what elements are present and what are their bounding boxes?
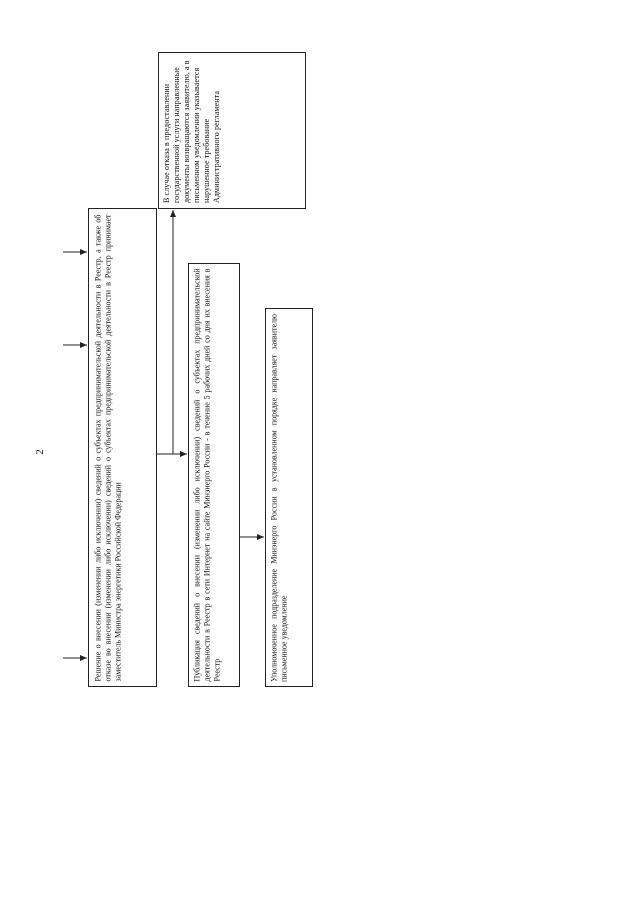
page-number: 2 bbox=[34, 449, 46, 455]
decision-box bbox=[88, 208, 157, 687]
notification-text: Уполномоченное подразделение Минэнерго России в установленном порядке направляет заявителю письменное уведомление bbox=[269, 313, 289, 682]
decision-text: Решение о внесении (изменении либо исключении) сведений о субъектах предпринимательской деятельности в Реестр, а также об отказе во внесении (изменении либо исключении) сведений о субъектах предпринимательской деятельности в Реестр принимает заместитель Министра энергетики Российской Федерации bbox=[93, 214, 122, 681]
publication-box bbox=[188, 263, 240, 687]
notification-box bbox=[265, 308, 313, 687]
publication-text: Публикация сведений о внесении (изменении либо исключении) сведений о субъектах предпринимательской деятельности в Реестр в сети Интернет на сайте Минэнерго России - в течение 5 рабочих дней со дня их внесения в Реестр bbox=[192, 268, 222, 682]
refusal-box bbox=[158, 52, 306, 209]
refusal-text: В случае отказа в предоставлении государственной услуги направленные документы возвращаются заявителю, а в письменном уведомлении указывается нарушенное требование Административного регламента bbox=[162, 59, 221, 203]
